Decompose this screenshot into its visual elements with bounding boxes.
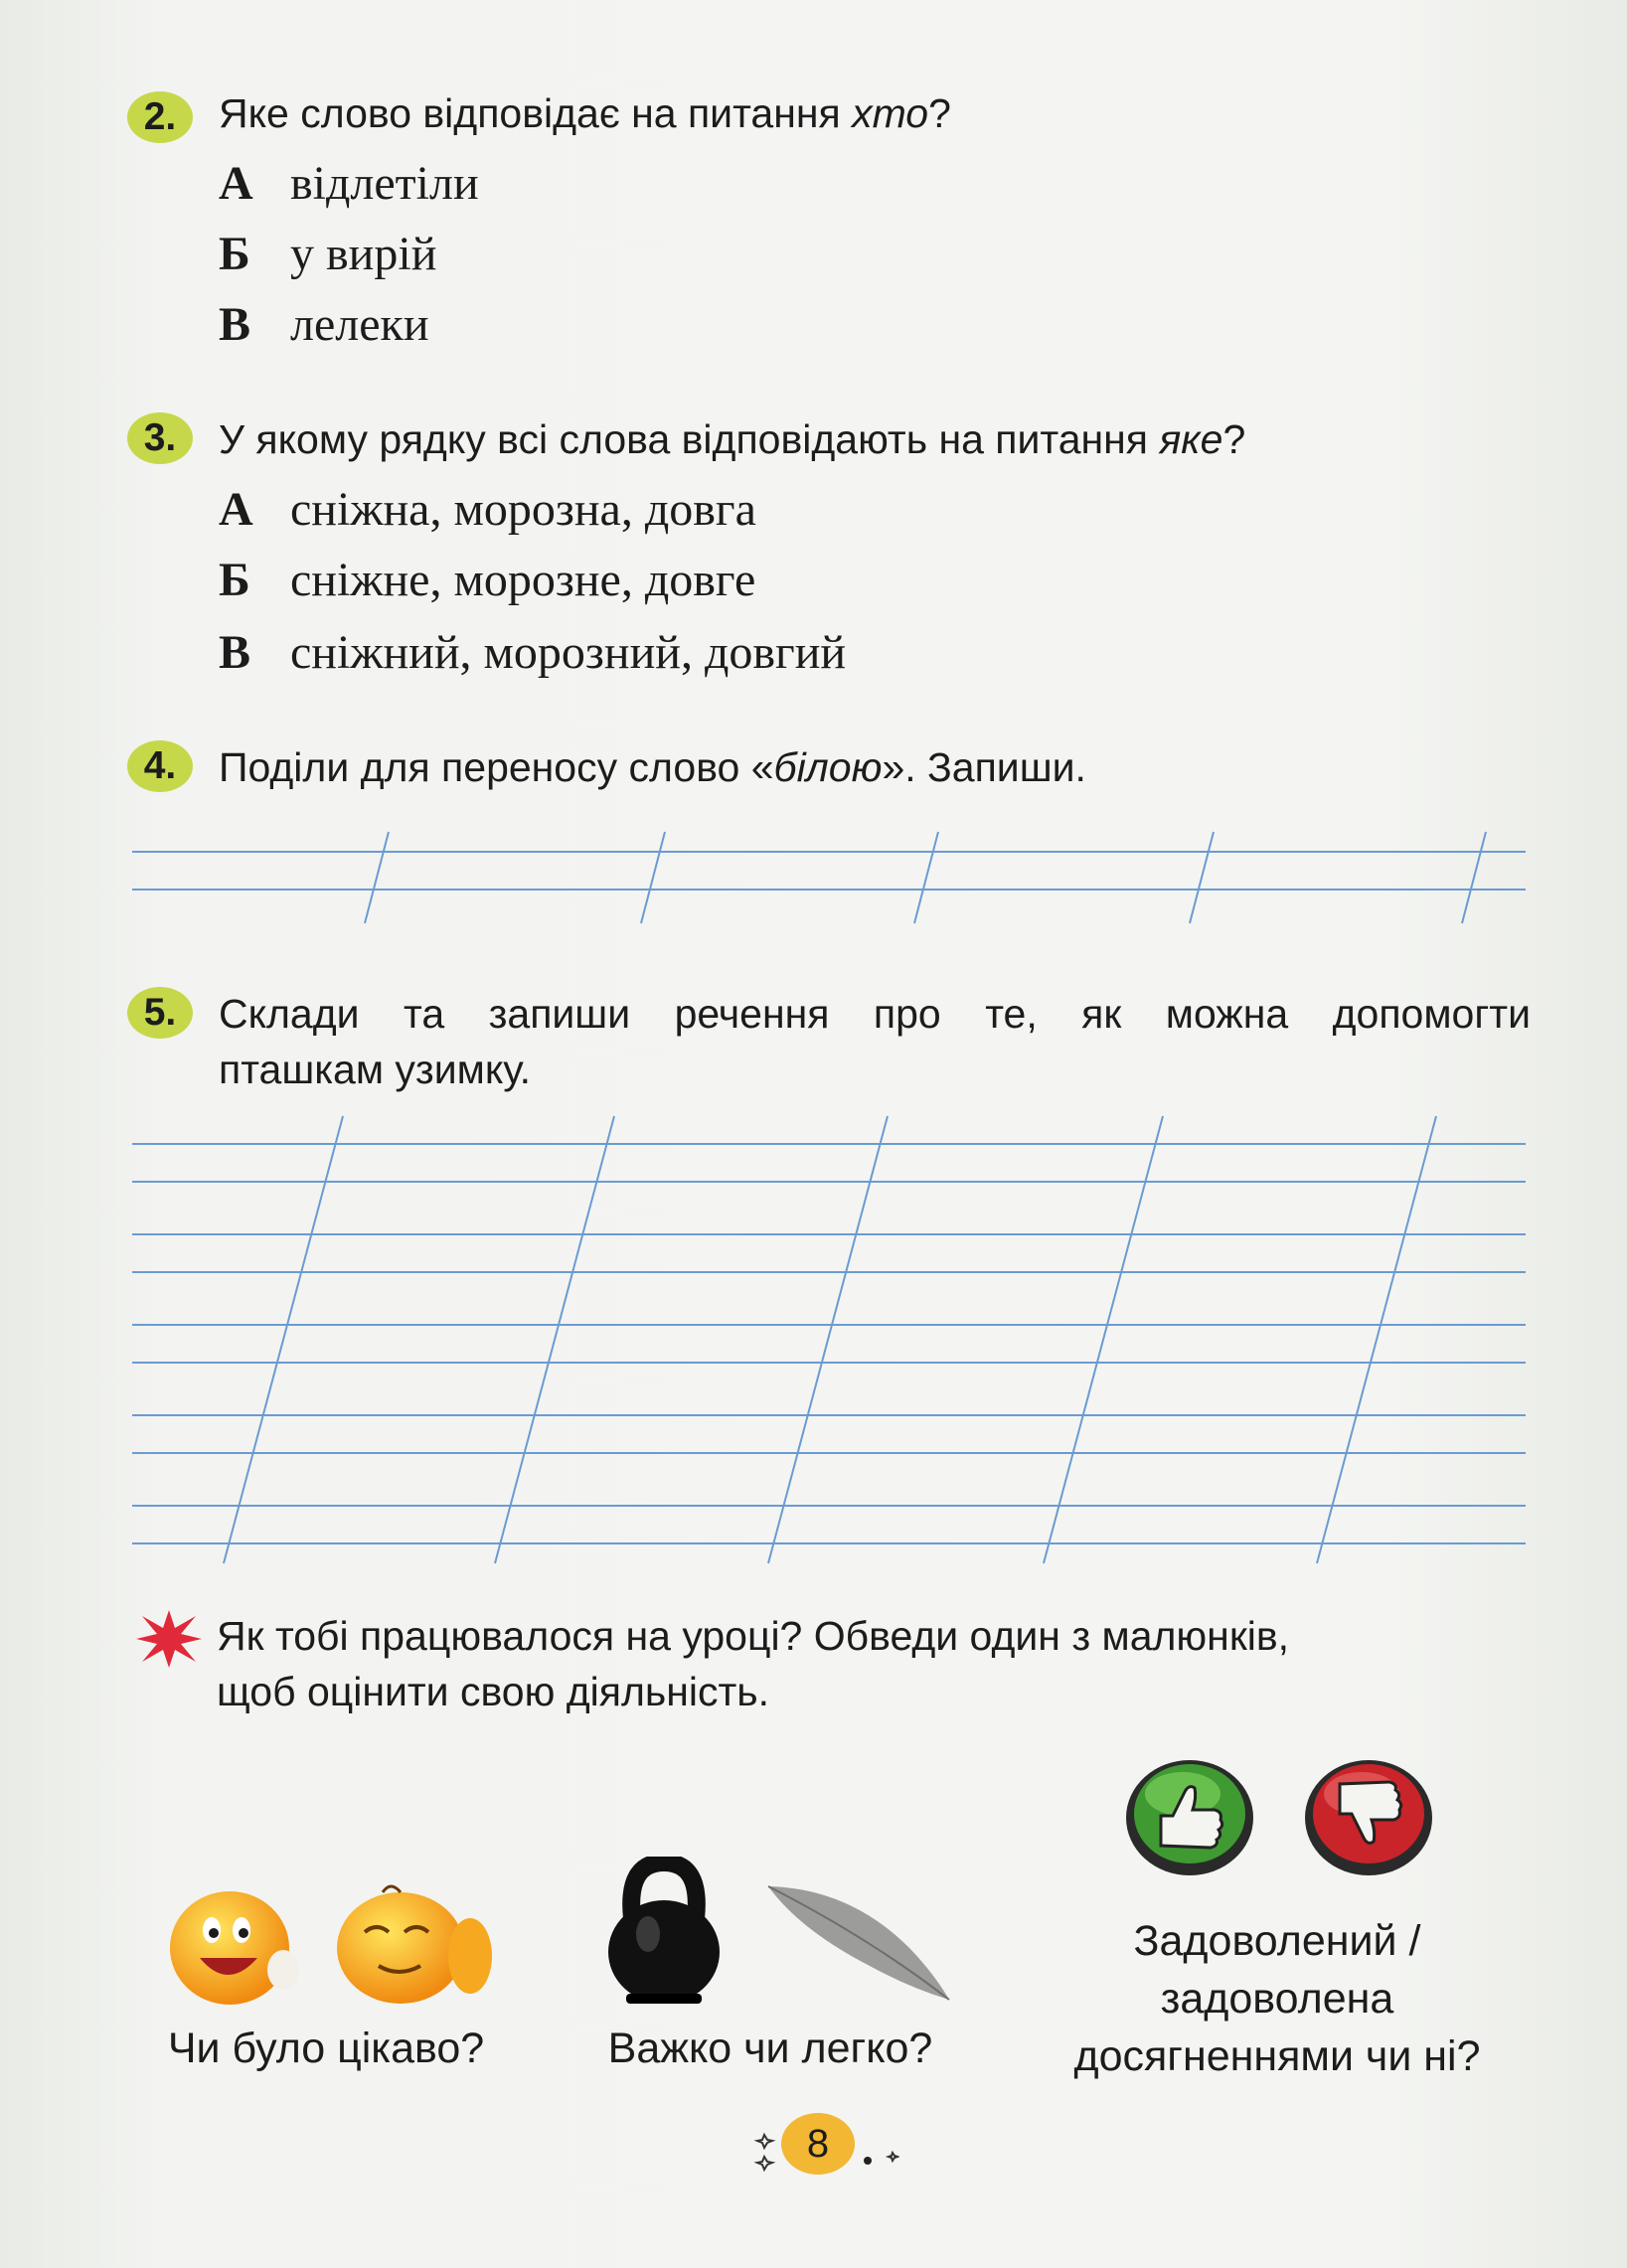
question-text-part: Поділи для переносу слово «	[219, 744, 774, 790]
thumbs-down-icon[interactable]	[1302, 1754, 1436, 1883]
option-letter: А	[219, 157, 253, 210]
option-letter: В	[219, 298, 251, 351]
star-icon	[136, 1610, 202, 1673]
caption-difficulty: Важко чи легко?	[607, 2025, 933, 2072]
feather-icon[interactable]	[760, 1878, 959, 2013]
question-keyword: хто	[852, 90, 929, 136]
answer-option[interactable]	[219, 623, 846, 683]
option-text: сніжна, морозна, довга	[290, 483, 756, 536]
question-number-badge: 5.	[127, 987, 193, 1039]
question-number-badge: 3.	[127, 412, 193, 464]
question-text-part: ?	[1222, 416, 1246, 462]
question-text-part: У якому рядку всі слова відповідають на питання	[219, 416, 1160, 462]
question-5-text-line2: пташкам узимку.	[219, 1047, 532, 1092]
answer-writing-area-q5[interactable]	[132, 1111, 1526, 1568]
question-text-part: ?	[928, 90, 951, 136]
option-text: сніжний, морозний, довгий	[290, 626, 847, 679]
answer-option[interactable]	[219, 551, 755, 610]
thumbs-up-icon[interactable]	[1123, 1754, 1257, 1883]
option-text: відлетіли	[290, 157, 479, 210]
option-text: сніжне, морозне, довге	[290, 554, 756, 606]
self-assessment-line1: Як тобі працювалося на уроці? Обведи один з малюнків,	[217, 1613, 1290, 1659]
question-3-text	[219, 411, 1245, 467]
question-keyword: білою	[773, 744, 883, 790]
option-letter: Б	[219, 554, 250, 606]
kettlebell-icon[interactable]	[604, 1857, 724, 2011]
caption-satisfaction	[1014, 1912, 1541, 2085]
option-letter: А	[219, 483, 253, 536]
question-4-text	[219, 739, 1086, 795]
caption-satisfaction-line1: Задоволений /	[1133, 1917, 1421, 1965]
answer-option[interactable]	[219, 295, 429, 355]
caption-satisfaction-line2: задоволена	[1160, 1975, 1394, 2023]
option-letter: В	[219, 626, 251, 679]
self-assessment-text	[217, 1608, 1548, 1719]
waving-face-icon[interactable]	[333, 1878, 497, 2013]
option-letter: Б	[219, 228, 250, 280]
option-text: у вирій	[290, 228, 437, 280]
question-number-badge: 4.	[127, 740, 193, 792]
answer-writing-line-q4[interactable]	[132, 830, 1526, 929]
smiling-face-icon[interactable]	[164, 1888, 303, 2013]
question-number-badge: 2.	[127, 91, 193, 143]
answer-option[interactable]	[219, 154, 479, 214]
self-assessment-line2: щоб оцінити свою діяльність.	[217, 1669, 770, 1714]
question-keyword: яке	[1159, 416, 1223, 462]
question-text-part: ». Запиши.	[882, 744, 1086, 790]
question-5-text-line1: Склади та запиши речення про те, як можна допомогти	[219, 991, 1531, 1037]
caption-satisfaction-line3: досягненнями чи ні?	[1073, 2032, 1481, 2080]
page-number: 8	[781, 2113, 855, 2175]
option-text: лелеки	[290, 298, 429, 351]
question-text-part: Яке слово відповідає на питання	[219, 90, 853, 136]
caption-interest: Чи було цікаво?	[167, 2025, 485, 2072]
question-2-text	[219, 85, 951, 141]
answer-option[interactable]	[219, 480, 756, 540]
answer-option[interactable]	[219, 225, 436, 284]
